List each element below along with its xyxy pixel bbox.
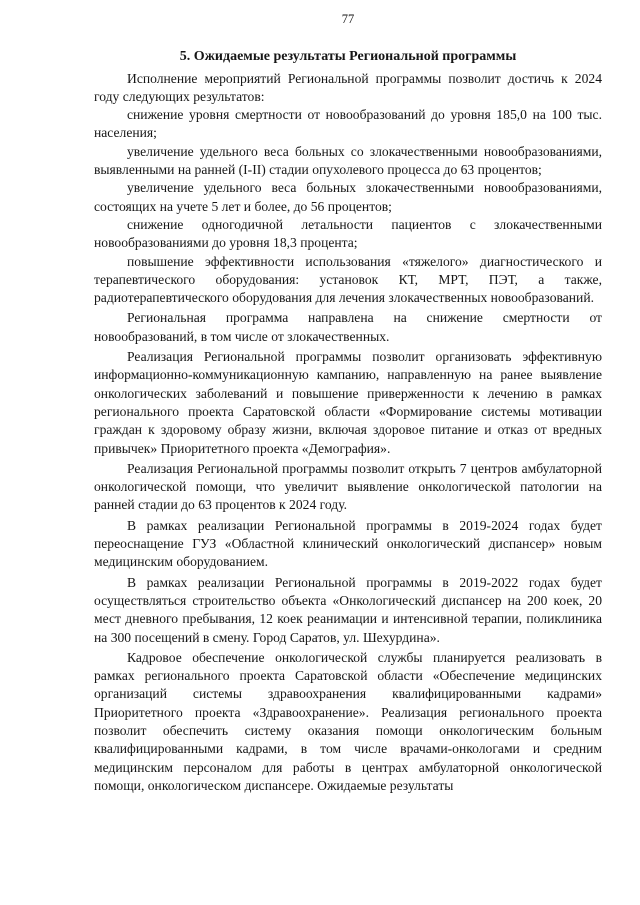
paragraph-staffing: Кадровое обеспечение онкологической службы планируется реализовать в рамках регионального проекта Саратовской области «Обеспечение медицинских организаций системы здравоохранения квалифицированными кадрами» Приоритетного проекта «Здравоохранение». Реализация регионального проекта позволит обеспечить систему оказания помощи онкологическим больным квалифицированными кадрами, в том числе врачами-онкологами и средним медицинским персоналом для работы в центрах амбулаторной онкологической помощи, онкологическом диспансере. Ожидаемые результаты	[94, 649, 602, 793]
result-item-one-year-lethality: снижение одногодичной летальности пациентов с злокачественными новообразованиями до уровня 18,3 процента;	[94, 216, 602, 251]
paragraph-centers: Реализация Региональной программы позволит открыть 7 центров амбулаторной онкологической помощи, что увеличит выявление онкологической патологии на ранней стадии до 63 процентов к 2024 году.	[94, 460, 602, 513]
page-number: 77	[341, 12, 355, 26]
result-item-early-detection: увеличение удельного веса больных со злокачественными новообразованиями, выявленными на ранней (I-II) стадии опухолевого процесса до 63 процентов;	[94, 143, 602, 178]
section-title: 5. Ожидаемые результаты Региональной программы	[179, 49, 517, 65]
paragraph-construction: В рамках реализации Региональной программы в 2019-2022 годах будет осуществляться строительство объекта «Онкологический диспансер на 200 коек, 20 мест дневного пребывания, 12 коек реанимации и интенсивной терапии, поликлиника на 300 посещений в смену. Город Саратов, ул. Шехурдина».	[94, 574, 602, 645]
result-item-equipment: повышение эффективности использования «тяжелого» диагностического и терапевтического оборудования: установок КТ, МРТ, ПЭТ, а также, радиотерапевтического оборудования для лечения злокачественных новообразований.	[94, 253, 602, 306]
paragraph-info-campaign: Реализация Региональной программы позволит организовать эффективную информационно-коммуникационную кампанию, направленную на ранее выявление онкологических заболеваний и повышение приверженности к лечению в рамках регионального проекта Саратовской области «Формирование системы мотивации граждан к здоровому образу жизни, включая здоровое питание и отказ от вредных привычек» Приоритетного проекта «Демография».	[94, 349, 602, 456]
document-page	[94, 10, 602, 795]
result-item-five-year: увеличение удельного веса больных злокачественными новообразованиями, состоящих на учете 5 лет и более, до 56 процентов;	[94, 180, 602, 214]
result-item-mortality: снижение уровня смертности от новообразований до уровня 185,0 на 100 тыс. населения;	[94, 107, 602, 141]
paragraph-program-aim: Региональная программа направлена на снижение смертности от новообразований, в том числе от злокачественных.	[94, 310, 602, 344]
paragraph-intro: Исполнение мероприятий Региональной программы позволит достичь к 2024 году следующих результатов:	[94, 70, 602, 104]
paragraph-reequipment: В рамках реализации Региональной программы в 2019-2024 годах будет переоснащение ГУЗ «Областной клинический онкологический диспансер» новым медицинским оборудованием.	[94, 517, 602, 570]
